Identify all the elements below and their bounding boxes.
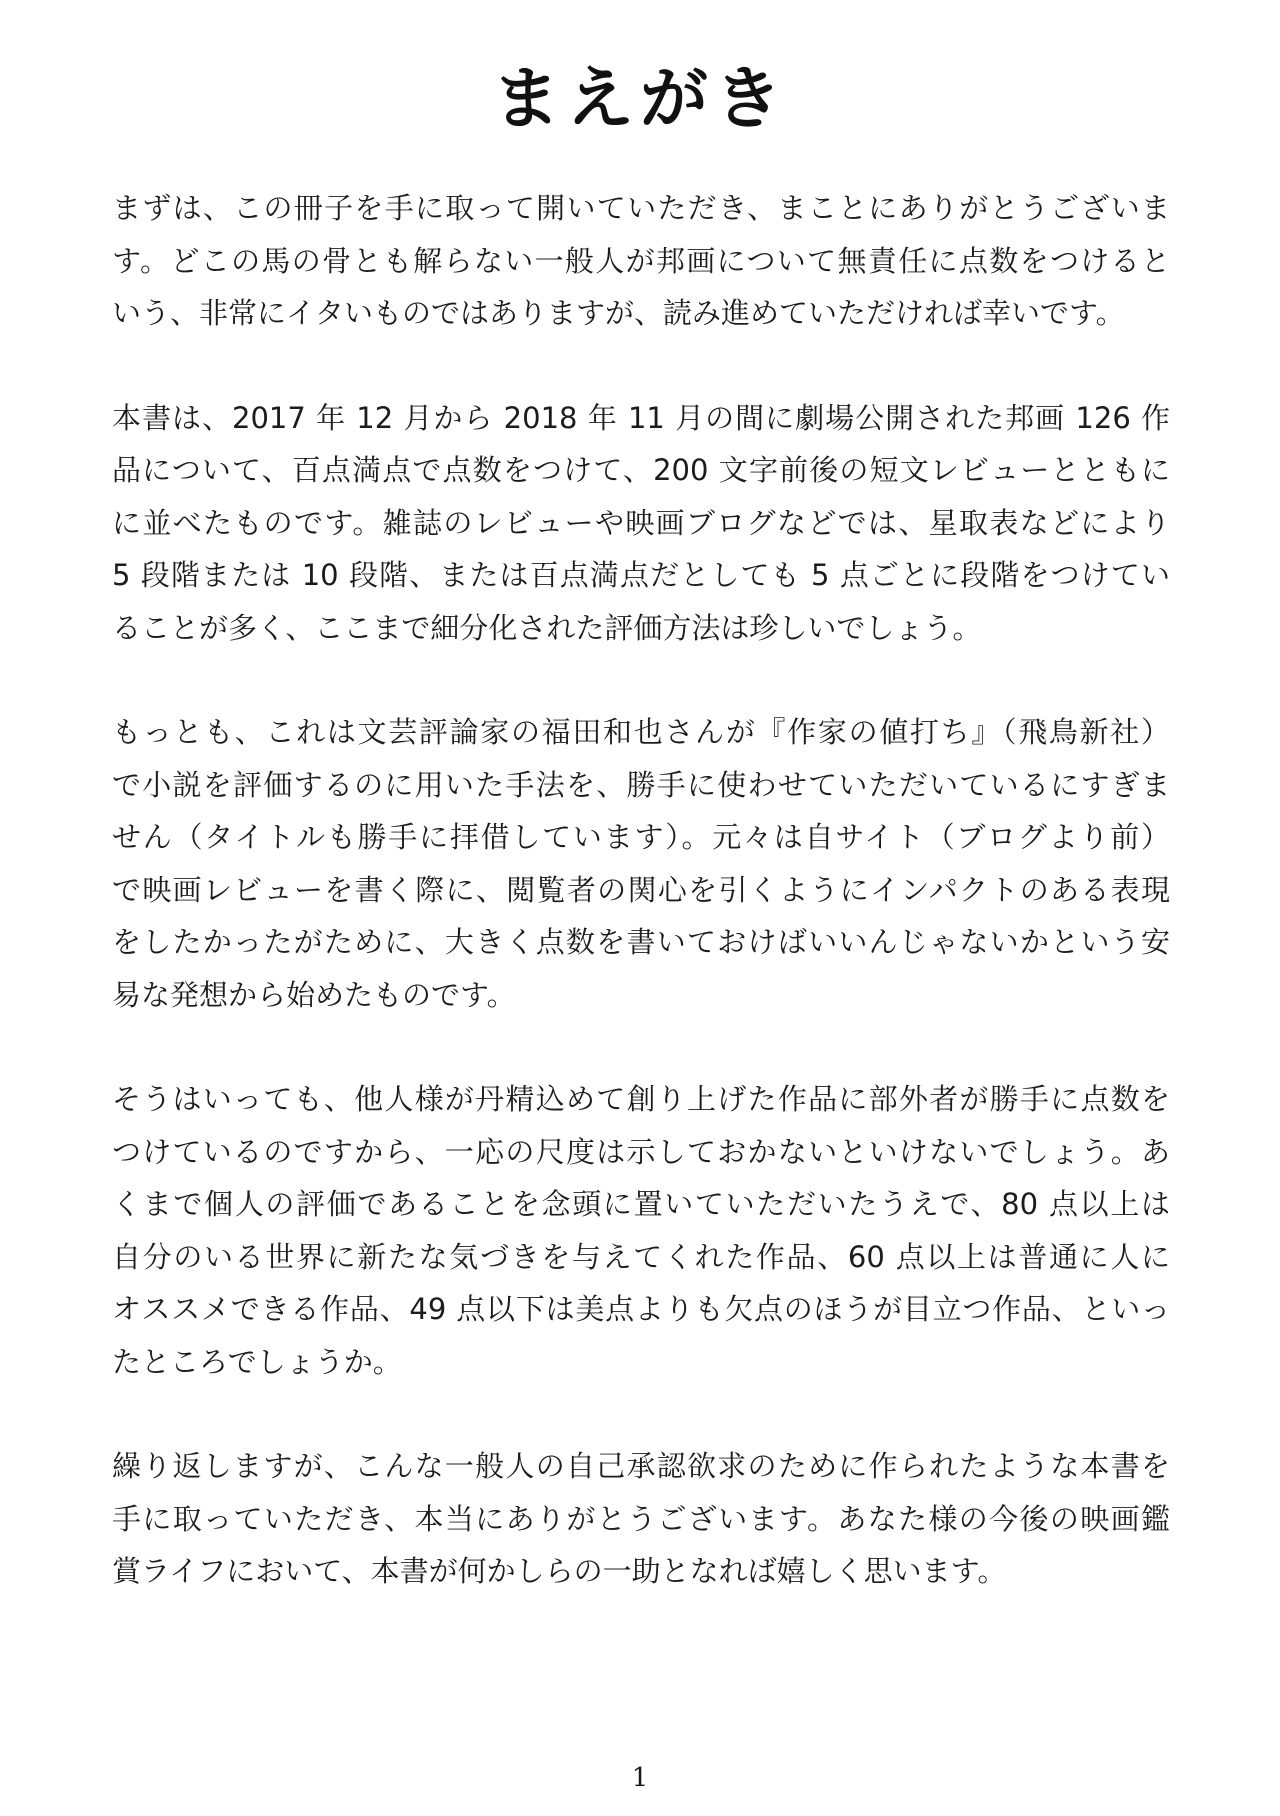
text-line: で小説を評価するのに用いた手法を、勝手に使わせていただいているにすぎま xyxy=(112,767,1170,802)
text-line: をしたかったがために、大きく点数を書いておけばいいんじゃないかという安 xyxy=(112,925,1170,959)
paragraph-2 xyxy=(112,392,1170,655)
text-line: せん（タイトルも勝手に拝借しています）。元々は自サイト（ブログより前） xyxy=(112,820,1170,854)
text-line: 自分のいる世界に新たな気づきを与えてくれた作品、60 点以上は普通に人に xyxy=(112,1239,1170,1274)
text-line: まずは、この冊子を手に取って開いていただき、まことにありがとうございま xyxy=(112,191,1170,225)
page-number: 1 xyxy=(631,1763,649,1793)
text-line: 繰り返しますが、こんな一般人の自己承認欲求のために作られたような本書を xyxy=(112,1449,1170,1483)
text-line: もっとも、これは文芸評論家の福田和也さんが『作家の値打ち』（飛鳥新社） xyxy=(112,715,1170,749)
paragraph-1 xyxy=(112,182,1170,340)
text-line: 5 段階または 10 段階、または百点満点だとしても 5 点ごとに段階をつけてい xyxy=(112,558,1170,592)
paragraph-5 xyxy=(112,1440,1170,1598)
text-line: 手に取っていただき、本当にありがとうございます。あなた様の今後の映画鑑 xyxy=(112,1501,1170,1536)
text-line: 賞ライフにおいて、本書が何かしらの一助となれば嬉しく思います。 xyxy=(112,1554,1007,1588)
text-line: たところでしょうか。 xyxy=(112,1344,402,1379)
text-line: オススメできる作品、49 点以下は美点よりも欠点のほうが目立つ作品、といっ xyxy=(112,1292,1170,1326)
paragraph-3 xyxy=(112,706,1170,1021)
text-line: いう、非常にイタいものではありますが、読み進めていただければ幸いです。 xyxy=(112,296,1125,330)
text-line: くまで個人の評価であることを念頭に置いていただいたうえで、80 点以上は xyxy=(112,1187,1170,1221)
text-line: ることが多く、ここまで細分化された評価方法は珍しいでしょう。 xyxy=(112,610,982,645)
paragraph-4 xyxy=(112,1073,1170,1388)
text-line: 品について、百点満点で点数をつけて、200 文字前後の短文レビューとともに xyxy=(112,453,1170,487)
text-line: に並べたものです。雑誌のレビューや映画ブログなどでは、星取表などにより xyxy=(112,505,1170,540)
body-text xyxy=(112,182,1170,1650)
text-line: 本書は、2017 年 12 月から 2018 年 11 月の間に劇場公開された邦画 126 作 xyxy=(112,400,1170,435)
text-line: で映画レビューを書く際に、閲覧者の関心を引くようにインパクトのある表現 xyxy=(112,872,1170,907)
text-line: そうはいっても、他人様が丹精込めて創り上げた作品に部外者が勝手に点数を xyxy=(112,1082,1170,1116)
text-line: す。どこの馬の骨とも解らない一般人が邦画について無責任に点数をつけると xyxy=(112,243,1170,278)
text-line: つけているのですから、一応の尺度は示しておかないといけないでしょう。あ xyxy=(112,1134,1170,1169)
text-line: 易な発想から始めたものです。 xyxy=(112,977,516,1012)
page-title: まえがき xyxy=(491,60,788,139)
